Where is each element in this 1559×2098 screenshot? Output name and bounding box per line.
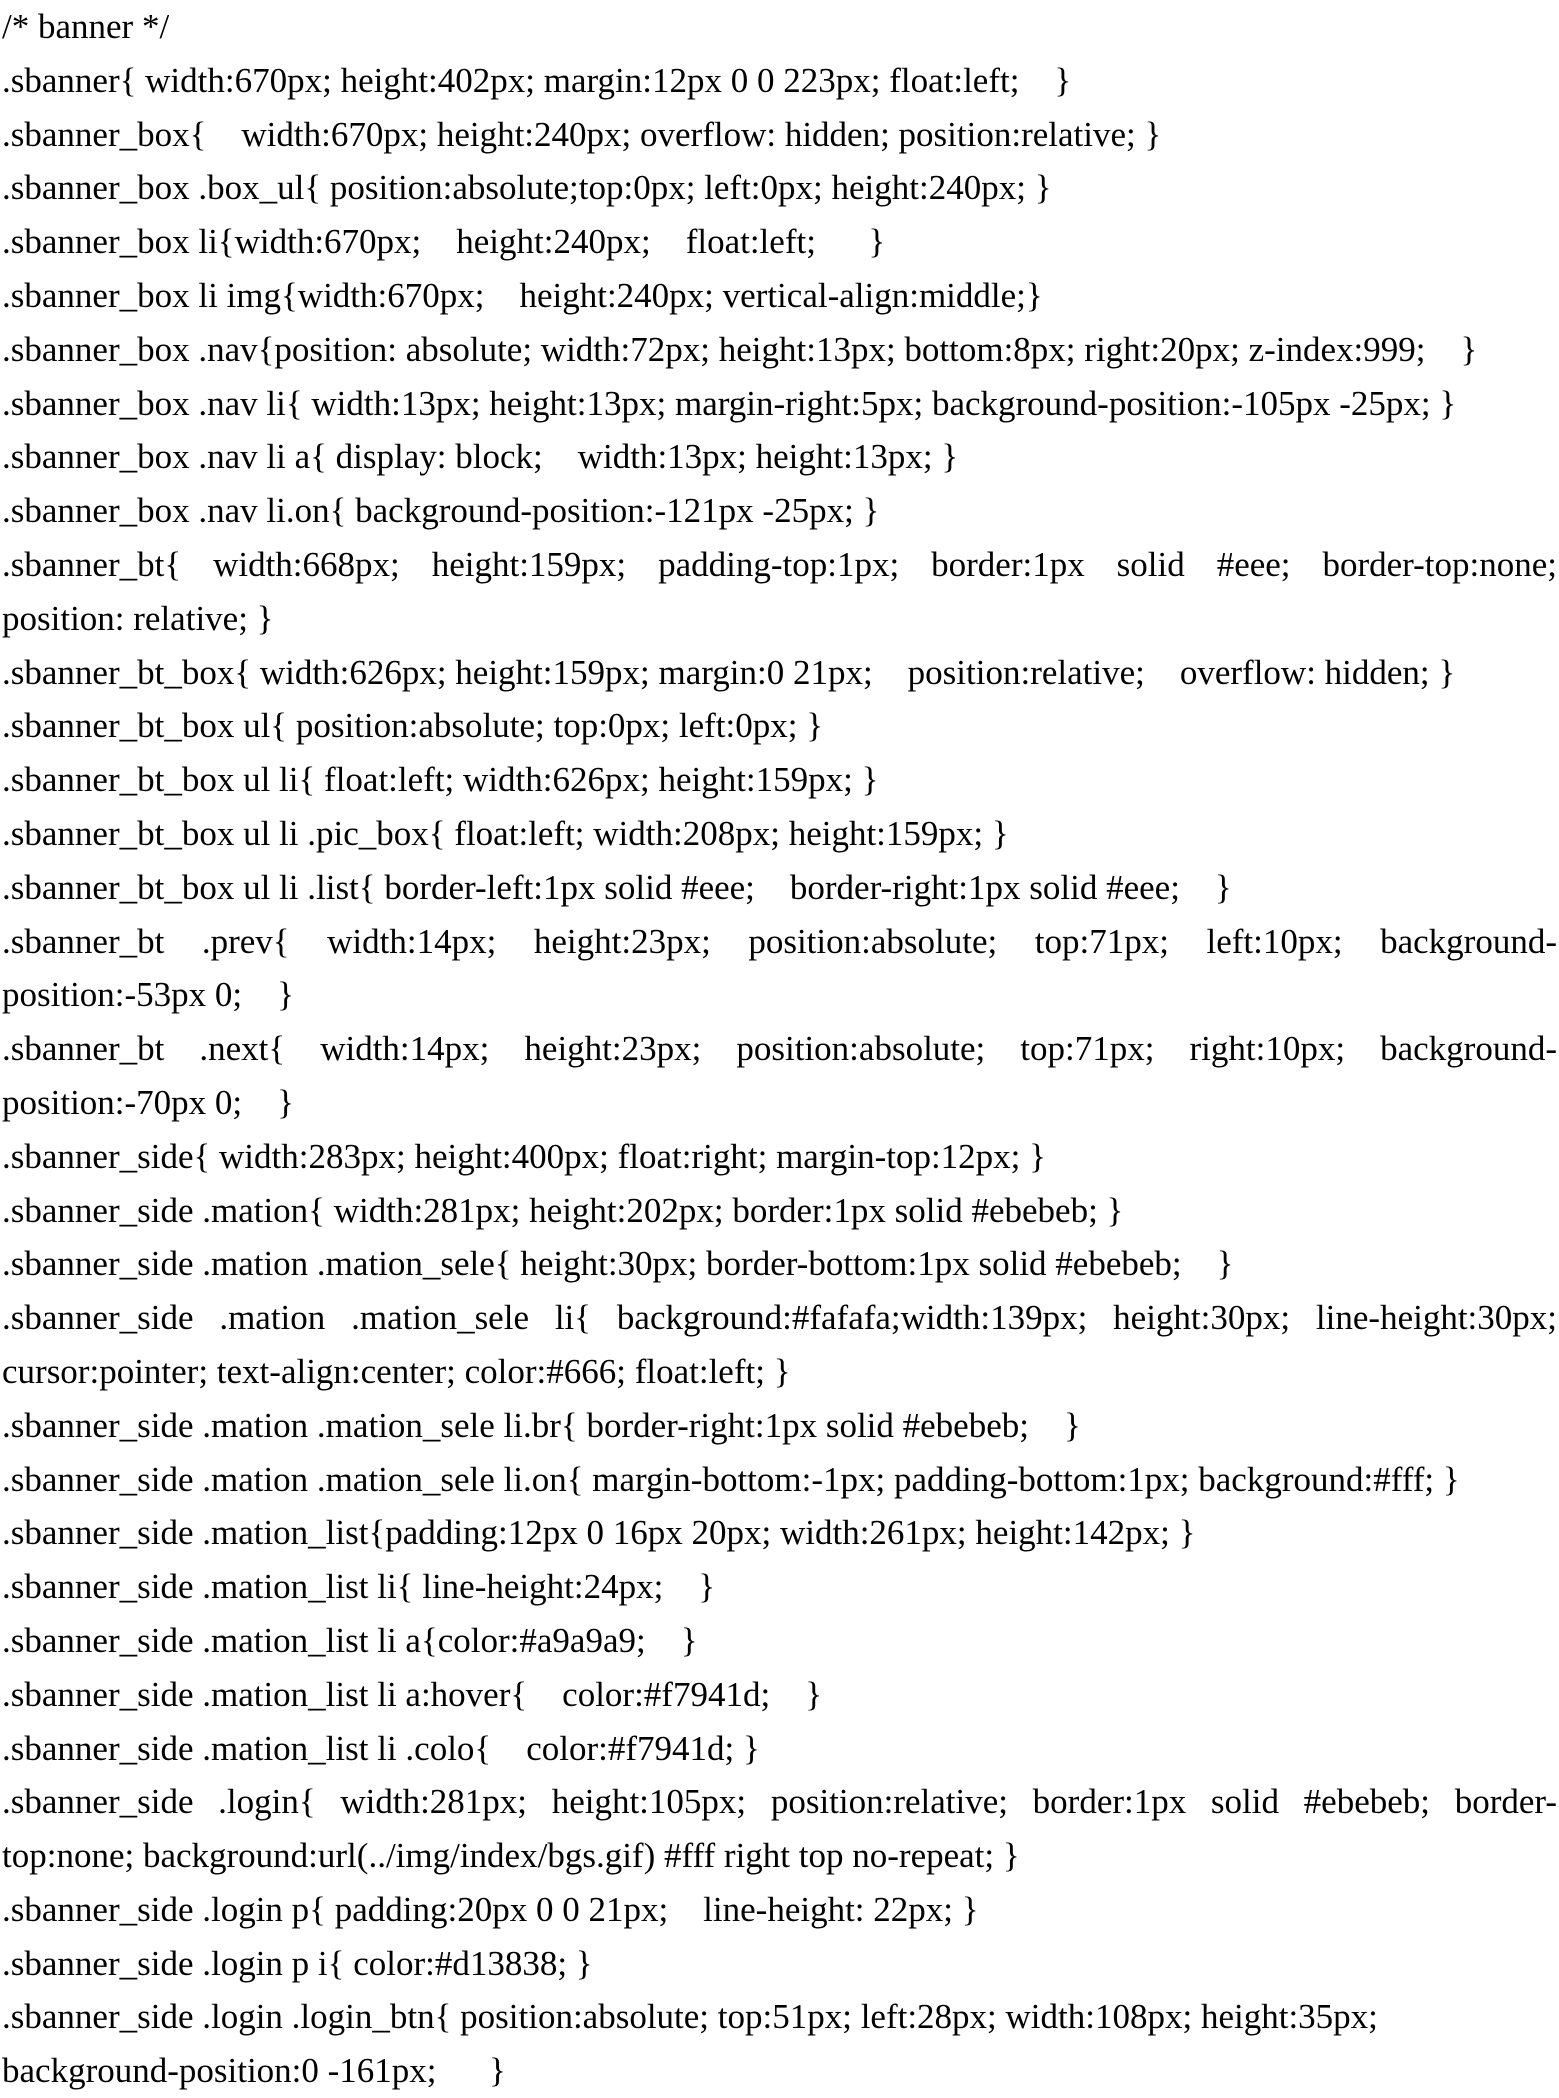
code-line-12: position: relative; } [2, 598, 274, 638]
code-line-17: .sbanner_bt_box ul li .list{ border-left:1px solid #eee; border-right:1px solid #eee; } [2, 867, 1232, 907]
code-line-24: .sbanner_side .mation .mation_sele{ height:30px; border-bottom:1px solid #ebebeb; } [2, 1244, 1234, 1284]
code-line-29: .sbanner_side .mation_list{padding:12px 0 16px 20px; width:261px; height:142px; } [2, 1513, 1196, 1553]
code-line-15: .sbanner_bt_box ul li{ float:left; width:626px; height:159px; } [2, 760, 879, 800]
code-line-27: .sbanner_side .mation .mation_sele li.br{ border-right:1px solid #ebebeb; } [2, 1405, 1081, 1445]
code-line-21: position:-70px 0; } [2, 1082, 294, 1122]
code-line-4: .sbanner_box .box_ul{ position:absolute;top:0px; left:0px; height:240px; } [2, 168, 1052, 208]
code-line-1: /* banner */ [2, 7, 170, 46]
code-line-2: .sbanner{ width:670px; height:402px; margin:12px 0 0 223px; float:left; } [2, 60, 1072, 100]
code-line-9: .sbanner_box .nav li a{ display: block; width:13px; height:13px; } [2, 437, 959, 477]
code-line-14: .sbanner_bt_box ul{ position:absolute; top:0px; left:0px; } [2, 706, 824, 746]
code-line-3: .sbanner_box{ width:670px; height:240px; overflow: hidden; position:relative; } [2, 114, 1162, 154]
code-line-30: .sbanner_side .mation_list li{ line-height:24px; } [2, 1567, 716, 1607]
code-line-8: .sbanner_box .nav li{ width:13px; height:13px; margin-right:5px; background-position:-105px -25px; } [2, 383, 1457, 423]
code-line-34: .sbanner_side .login{ width:281px; height:105px; position:relative; border:1px solid #ebebeb; border- [2, 1782, 1557, 1822]
code-line-36: .sbanner_side .login p{ padding:20px 0 0 21px; line-height: 22px; } [2, 1889, 979, 1929]
code-line-39: background-position:0 -161px; } [2, 2051, 506, 2091]
code-line-10: .sbanner_box .nav li.on{ background-position:-121px -25px; } [2, 491, 880, 531]
code-line-22: .sbanner_side{ width:283px; height:400px; float:right; margin-top:12px; } [2, 1136, 1046, 1176]
code-line-32: .sbanner_side .mation_list li a:hover{ color:#f7941d; } [2, 1674, 822, 1714]
code-line-38: .sbanner_side .login .login_btn{ position:absolute; top:51px; left:28px; width:108px; height:35px; [2, 1997, 1378, 2037]
code-line-19: position:-53px 0; } [2, 975, 294, 1015]
code-line-31: .sbanner_side .mation_list li a{color:#a9a9a9; } [2, 1620, 698, 1660]
code-line-11: .sbanner_bt{ width:668px; height:159px; padding-top:1px; border:1px solid #eee; border-top:none; [2, 544, 1557, 584]
code-line-23: .sbanner_side .mation{ width:281px; height:202px; border:1px solid #ebebeb; } [2, 1190, 1124, 1230]
code-line-28: .sbanner_side .mation .mation_sele li.on{ margin-bottom:-1px; padding-bottom:1px; background:#fff; } [2, 1459, 1460, 1499]
code-line-6: .sbanner_box li img{width:670px; height:240px; vertical-align:middle;} [2, 275, 1043, 315]
code-line-7: .sbanner_box .nav{position: absolute; width:72px; height:13px; bottom:8px; right:20px; z-index:999; } [2, 329, 1478, 369]
code-line-33: .sbanner_side .mation_list li .colo{ color:#f7941d; } [2, 1728, 760, 1768]
code-line-26: cursor:pointer; text-align:center; color:#666; float:left; } [2, 1351, 791, 1391]
code-line-37: .sbanner_side .login p i{ color:#d13838; } [2, 1943, 593, 1983]
code-line-20: .sbanner_bt .next{ width:14px; height:23px; position:absolute; top:71px; right:10px; background- [2, 1029, 1557, 1069]
code-line-25: .sbanner_side .mation .mation_sele li{ background:#fafafa;width:139px; height:30px; line-height:30px; [2, 1298, 1557, 1338]
code-line-35: top:none; background:url(../img/index/bgs.gif) #fff right top no-repeat; } [2, 1836, 1020, 1876]
code-line-13: .sbanner_bt_box{ width:626px; height:159px; margin:0 21px; position:relative; overflow: hidden; } [2, 652, 1456, 692]
code-line-5: .sbanner_box li{width:670px; height:240px; float:left; } [2, 222, 886, 262]
code-line-16: .sbanner_bt_box ul li .pic_box{ float:left; width:208px; height:159px; } [2, 813, 1009, 853]
code-line-18: .sbanner_bt .prev{ width:14px; height:23px; position:absolute; top:71px; left:10px; background- [2, 921, 1557, 961]
